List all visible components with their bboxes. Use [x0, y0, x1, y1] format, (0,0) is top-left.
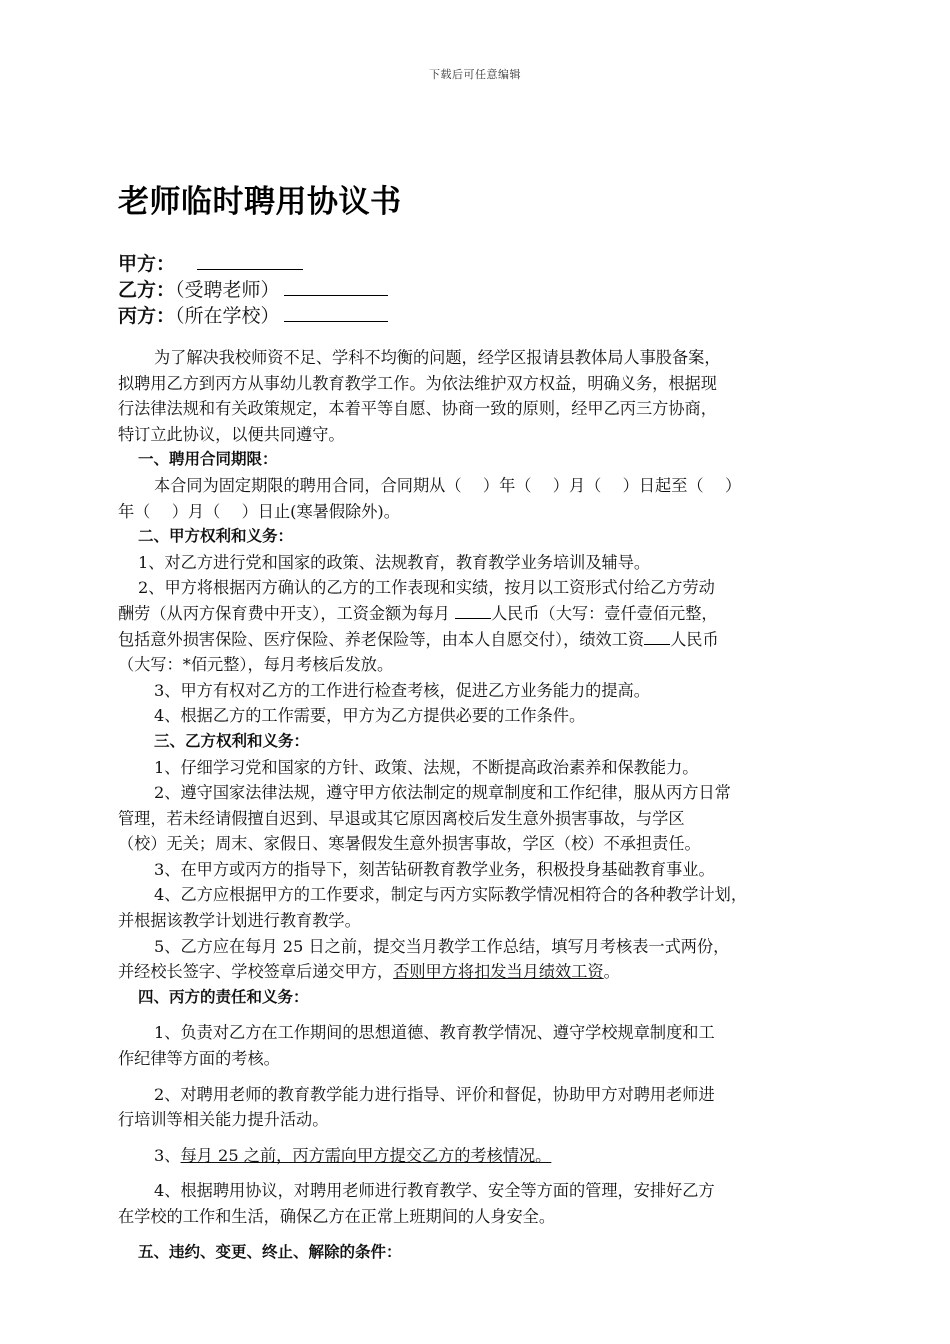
party-b-label: 乙方： — [118, 279, 176, 301]
party-b-blank — [284, 276, 388, 296]
s3-item-2-line-2: 管理，若未经请假擅自迟到、早退或其它原因离校后发生意外损害事故，与学区 — [118, 808, 685, 828]
s2-item-4: 4、根据乙方的工作需要，甲方为乙方提供必要的工作条件。 — [154, 706, 586, 726]
party-a-row — [118, 250, 388, 276]
s2-item-2-line-3-pre: 包括意外损害保险、医疗保险、养老保险等，由本人自愿交付），绩效工资 — [118, 629, 645, 649]
party-a-blank — [197, 250, 303, 270]
s3-item-4-line-2: 并根据该教学计划进行教育教学。 — [118, 911, 361, 931]
salary-blank — [455, 604, 491, 619]
s3-item-3: 3、在甲方或丙方的指导下，刻苦钻研教育教学业务，积极投身基础教育事业。 — [154, 859, 715, 879]
section-5-heading: 五、违约、变更、终止、解除的条件： — [138, 1242, 402, 1261]
s4-item-3-pre: 3、 — [154, 1145, 181, 1165]
section-4-heading: 四、丙方的责任和义务： — [138, 987, 309, 1006]
intro-line-4: 特订立此协议，以便共同遵守。 — [118, 424, 345, 444]
intro-line-2: 拟聘用乙方到丙方从事幼儿教育教学工作。为依法维护双方权益，明确义务，根据现 — [118, 373, 717, 393]
s3-item-1: 1、仔细学习党和国家的方针、政策、法规，不断提高政治素养和保教能力。 — [154, 757, 699, 777]
s1-line-2: 年（ ）月（ ）日止(寒暑假除外)。 — [118, 501, 400, 521]
s3-item-2-line-3: （校）无关；周末、家假日、寒暑假发生意外损害事故，学区（校）不承担责任。 — [118, 834, 701, 854]
section-3-heading: 三、乙方权利和义务： — [154, 731, 310, 750]
s4-item-3 — [118, 1143, 858, 1169]
s3-item-4-line-1: 4、乙方应根据甲方的工作要求，制定与丙方实际教学情况相符合的各种教学计划， — [154, 885, 748, 905]
party-b-row — [118, 276, 388, 302]
section-1-heading: 一、聘用合同期限： — [138, 450, 278, 469]
s4-item-3-underlined: 每月 25 之前，丙方需向甲方提交乙方的考核情况。 — [180, 1145, 552, 1165]
header-note: 下载后可任意编辑 — [429, 68, 521, 81]
s2-item-2-line-3 — [118, 627, 858, 653]
s1-line-1: 本合同为固定期限的聘用合同，合同期从（ ）年（ ）月（ ）日起至（ ） — [154, 475, 742, 495]
s2-item-2-line-1: 2、甲方将根据丙方确认的乙方的工作表现和实绩，按月以工资形式付给乙方劳动 — [138, 578, 715, 598]
s4-item-4-line-1: 4、根据聘用协议，对聘用老师进行教育教学、安全等方面的管理，安排好乙方 — [154, 1181, 715, 1201]
party-b-role: （受聘老师） — [175, 279, 280, 301]
s4-item-1-line-1: 1、负责对乙方在工作期间的思想道德、教育教学情况、遵守学校规章制度和工 — [154, 1023, 715, 1043]
s4-item-2-line-1: 2、对聘用老师的教育教学能力进行指导、评价和督促，协助甲方对聘用老师进 — [154, 1084, 715, 1104]
s3-item-5-line-2-post: 。 — [603, 962, 620, 982]
s2-item-1: 1、对乙方进行党和国家的政策、法规教育，教育教学业务培训及辅导。 — [138, 552, 651, 572]
document-title: 老师临时聘用协议书 — [118, 184, 402, 220]
s3-item-5-line-2-pre: 并经校长签字、学校签章后递交甲方， — [118, 962, 394, 982]
s2-item-2-line-2 — [118, 601, 858, 627]
s2-item-3: 3、甲方有权对乙方的工作进行检查考核，促进乙方业务能力的提高。 — [154, 680, 650, 700]
section-2-heading: 二、甲方权利和义务： — [138, 527, 294, 546]
s2-item-2-line-2-post: 人民币（大写：壹仟壹佰元整， — [490, 603, 718, 623]
s2-item-2-line-2-pre: 酬劳（从丙方保育费中开支），工资金额为每月 — [118, 603, 455, 623]
s3-item-5-line-1: 5、乙方应在每月 25 日之前，提交当月教学工作总结，填写月考核表一式两份， — [154, 936, 730, 956]
s3-item-5-line-2 — [118, 959, 858, 985]
s3-item-5-underlined: 否则甲方将扣发当月绩效工资 — [393, 962, 604, 982]
document-body — [118, 345, 858, 1265]
s4-item-4-line-2: 在学校的工作和生活，确保乙方在正常上班期间的人身安全。 — [118, 1207, 556, 1226]
s4-item-1-line-2: 作纪律等方面的考核。 — [118, 1049, 280, 1069]
party-c-row — [118, 302, 388, 328]
bonus-blank — [644, 630, 670, 645]
party-a-label: 甲方： — [118, 253, 176, 275]
intro-line-3: 行法律法规和有关政策规定，本着平等自愿、协商一致的原则，经甲乙丙三方协商， — [118, 399, 717, 419]
party-c-label: 丙方： — [118, 305, 176, 327]
s4-item-2-line-2: 行培训等相关能力提升活动。 — [118, 1110, 329, 1130]
parties-block — [118, 250, 388, 328]
s3-item-2-line-1: 2、遵守国家法律法规，遵守甲方依法制定的规章制度和工作纪律，服从丙方日常 — [154, 783, 731, 803]
s2-item-2-line-3-post: 人民币 — [670, 629, 719, 649]
intro-line-1: 为了解决我校师资不足、学科不均衡的问题，经学区报请县教体局人事股备案， — [154, 348, 721, 367]
s2-item-2-line-4: （大写：*佰元整），每月考核后发放。 — [118, 655, 394, 675]
party-c-role: （所在学校） — [175, 305, 280, 327]
party-c-blank — [284, 302, 388, 322]
